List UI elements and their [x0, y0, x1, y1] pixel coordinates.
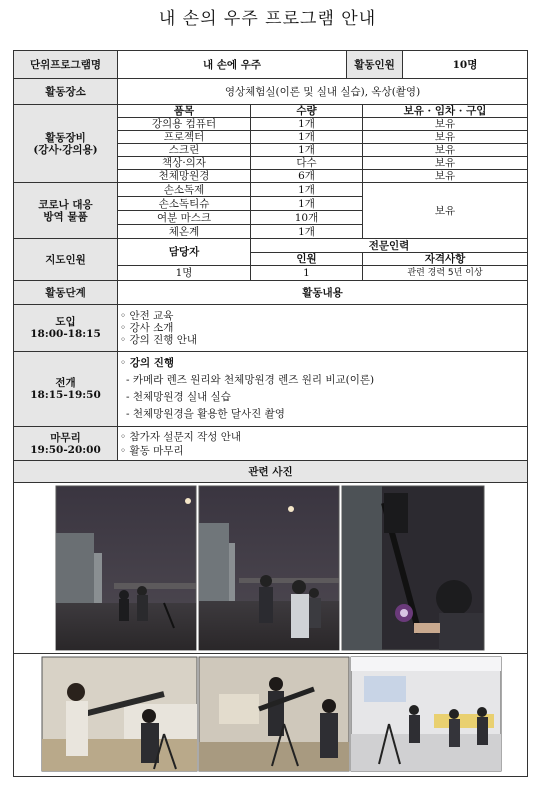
covid-item: 손소독티슈	[118, 197, 251, 211]
steps-content-label: 활동내용	[118, 281, 528, 305]
equipment-qty: 다수	[251, 157, 363, 170]
step-end-content	[118, 427, 528, 461]
step-main-row	[14, 352, 528, 427]
equipment-own: 보유	[363, 157, 528, 170]
covid-qty: 10개	[251, 211, 363, 225]
list-item: - 천체망원경 실내 실습	[126, 391, 231, 403]
indoor-photos	[14, 654, 526, 776]
equipment-header-row	[14, 105, 528, 118]
covid-item: 손소독제	[118, 183, 251, 197]
step-main-content	[118, 352, 528, 427]
staff-count-label: 인원	[251, 253, 363, 266]
staff-expert-label: 전문인력	[251, 239, 528, 253]
equipment-col-own: 보유 · 임차 · 구입	[363, 105, 528, 118]
unit-label: 단위프로그램명	[14, 51, 118, 79]
step-intro-row	[14, 305, 528, 352]
covid-qty: 1개	[251, 197, 363, 211]
step-intro-content	[118, 305, 528, 352]
step-end-time: 19:50-20:00	[30, 443, 101, 456]
equipment-col-qty: 수량	[251, 105, 363, 118]
equipment-col-item: 품목	[118, 105, 251, 118]
page-title: 내 손의 우주 프로그램 안내	[158, 9, 377, 29]
covid-item: 여분 마스크	[118, 211, 251, 225]
staff-qual-value: 관련 경력 5년 이상	[363, 266, 528, 281]
covid-own: 보유	[363, 183, 528, 239]
staff-manager-value: 1명	[118, 266, 251, 281]
step-main-heading: ◦ 강의 진행	[120, 357, 175, 369]
equipment-qty: 6개	[251, 170, 363, 183]
equipment-own: 보유	[363, 118, 528, 131]
equipment-own: 보유	[363, 131, 528, 144]
equipment-label-line1: 활동장비	[45, 131, 86, 144]
people-label: 활동인원	[347, 51, 403, 79]
list-item: - 카메라 렌즈 원리와 천체망원경 렌즈 원리 비교(이론)	[126, 374, 375, 386]
equipment-label-line2: (강사·강의용)	[33, 143, 98, 156]
people-value: 10명	[403, 51, 528, 79]
equipment-item: 천체망원경	[118, 170, 251, 183]
equipment-own: 보유	[363, 144, 528, 157]
equipment-own: 보유	[363, 170, 528, 183]
staff-count-value: 1	[251, 266, 363, 281]
step-main-label	[14, 352, 118, 427]
list-item: - 천체망원경을 활용한 달사진 촬영	[126, 408, 285, 420]
photos-row-2	[14, 654, 528, 777]
photos-header-row	[14, 461, 528, 483]
equipment-item: 프로젝터	[118, 131, 251, 144]
place-row	[14, 79, 528, 105]
list-item: ◦ 강사 소개	[120, 322, 174, 334]
step-end-name: 마무리	[50, 431, 81, 444]
equipment-qty: 1개	[251, 144, 363, 157]
indoor-photo-1	[42, 657, 197, 771]
header-row	[14, 51, 528, 79]
list-item: ◦ 안전 교육	[120, 310, 174, 322]
equipment-item: 스크린	[118, 144, 251, 157]
place-label: 활동장소	[14, 79, 118, 105]
step-intro-time: 18:00-18:15	[30, 328, 101, 340]
staff-manager-label: 담당자	[118, 239, 251, 266]
equipment-qty: 1개	[251, 118, 363, 131]
step-end-row	[14, 427, 528, 461]
photos-label: 관련 사진	[14, 461, 528, 483]
list-item: ◦ 강의 진행 안내	[120, 334, 198, 346]
list-item: ◦ 활동 마무리	[120, 444, 184, 457]
covid-label	[14, 183, 118, 239]
list-item: ◦ 참가자 설문지 작성 안내	[120, 430, 241, 443]
covid-qty: 1개	[251, 183, 363, 197]
staff-row	[14, 239, 528, 253]
program-table	[13, 50, 528, 777]
step-main-name: 전개	[55, 377, 76, 389]
step-intro-name: 도입	[55, 316, 76, 328]
rooftop-photo-2	[199, 486, 339, 650]
place-value: 영상체험실(이론 및 실내 실습), 옥상(촬영)	[118, 79, 528, 105]
table-row	[14, 183, 528, 197]
night-photos	[14, 483, 526, 653]
steps-label: 활동단계	[14, 281, 118, 305]
equipment-label	[14, 105, 118, 183]
covid-item: 체온계	[118, 225, 251, 239]
indoor-photo-2	[199, 657, 349, 771]
steps-header-row	[14, 281, 528, 305]
covid-label-line1: 코로나 대응	[38, 198, 93, 211]
photos-row-1	[14, 483, 528, 654]
covid-qty: 1개	[251, 225, 363, 239]
step-main-time: 18:15-19:50	[30, 389, 101, 401]
telescope-closeup-photo	[342, 486, 484, 650]
rooftop-photo-1	[56, 486, 196, 650]
photos-cell-2	[14, 654, 528, 777]
step-intro-label	[14, 305, 118, 352]
equipment-item: 책상·의자	[118, 157, 251, 170]
indoor-photo-3	[351, 657, 501, 771]
unit-value: 내 손에 우주	[118, 51, 347, 79]
equipment-item: 강의용 컴퓨터	[118, 118, 251, 131]
covid-label-line2: 방역 물품	[43, 210, 88, 223]
photos-cell-1	[14, 483, 528, 654]
staff-label: 지도인원	[14, 239, 118, 281]
step-end-label	[14, 427, 118, 461]
equipment-qty: 1개	[251, 131, 363, 144]
staff-qual-label: 자격사항	[363, 253, 528, 266]
